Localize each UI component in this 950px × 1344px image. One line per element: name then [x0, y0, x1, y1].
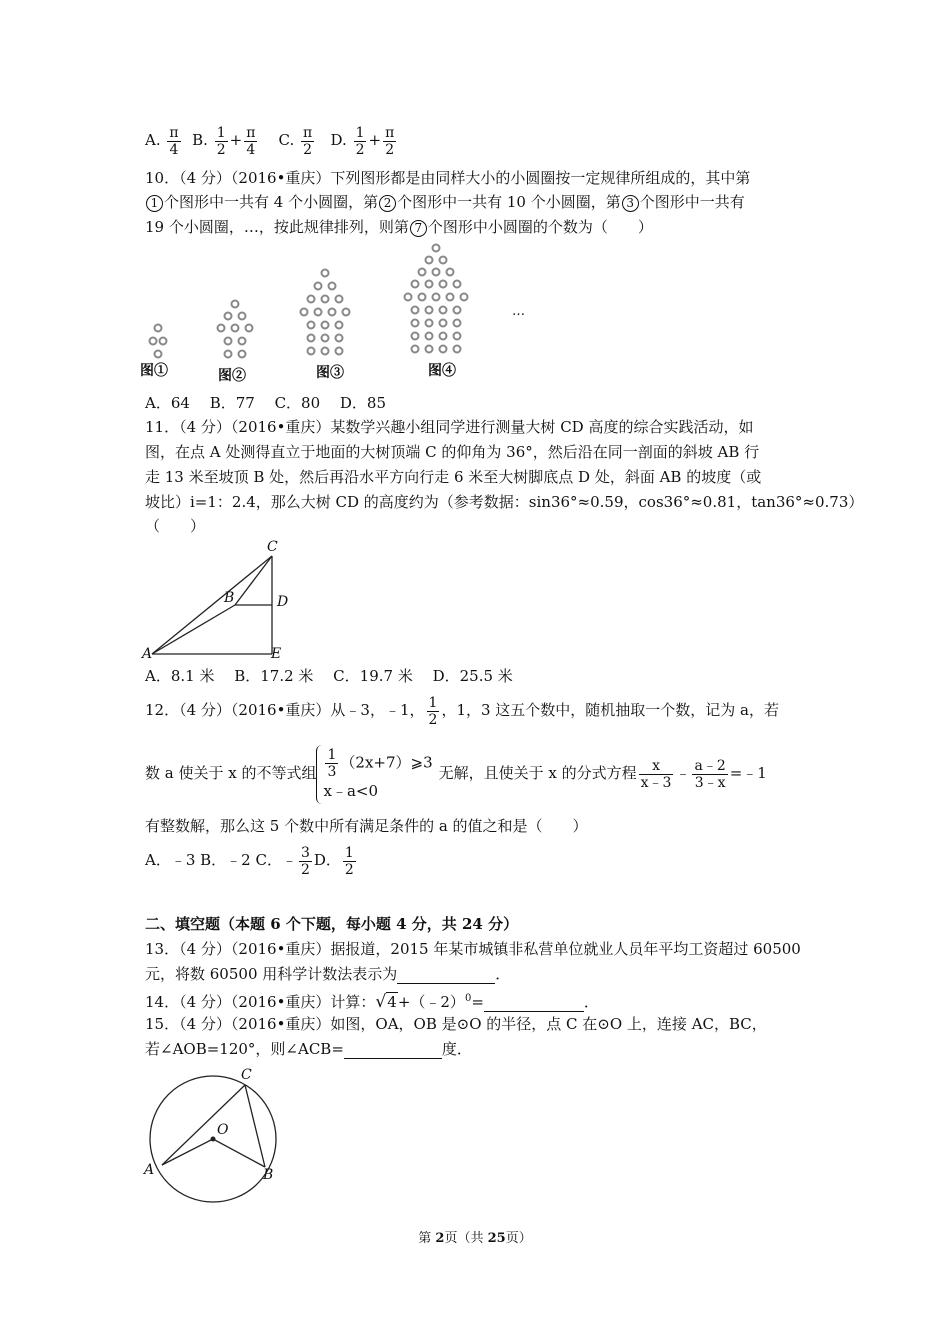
fraction: $\frac{1}{2}$: [216, 124, 226, 158]
circled-number: 1: [146, 195, 163, 212]
q13-line1: 13．（4 分）（2016•重庆）据报道，2015 年某市城镇非私营单位就业人员年平均工资超过 60500: [145, 940, 801, 958]
q11-choices: A．8.1 米 B．17.2 米 C．19.7 米 D．25.5 米: [145, 667, 513, 685]
q13-line2: 元，将数 60500 用科学计数法表示为 ．: [145, 965, 511, 983]
circle-geometry-svg: [140, 1065, 290, 1210]
q9-choices: A. $\frac{\pi}{4}$ B. $\frac{1}{2}$ + $\frac{\pi}{4}$ C. $\frac{\pi}{2}$ D. $\frac{1}{2}$ + $\frac{\pi}{2}$: [145, 124, 395, 158]
pattern-4: [405, 245, 468, 353]
q12-line1: 12．（4 分）（2016•重庆）从﹣3，﹣1， $\frac{1}{2}$ ，1，3 这五个数中，随机抽取一个数，记为 a，若: [145, 694, 780, 728]
point-label: B: [224, 590, 235, 606]
fraction: $\frac{\pi}{4}$: [169, 124, 179, 158]
point-label: A: [142, 646, 153, 662]
q11-line2: 图，在点 A 处测得直立于地面的大树顶端 C 的仰角为 36°，然后沿在同一剖面的斜坡 AB 行: [145, 443, 760, 461]
circled-number: 2: [379, 195, 396, 212]
fraction: $\frac{1}{2}$: [355, 124, 365, 158]
circled-number: 3: [622, 195, 639, 212]
q11-line1: 11．（4 分）（2016•重庆）某数学兴趣小组同学进行测量大树 CD 高度的综合实践活动，如: [145, 418, 754, 436]
fraction: $\frac{\pi}{4}$: [246, 124, 256, 158]
figure-label: 图①: [140, 363, 168, 379]
q11-line4: 坡比）i=1：2.4，那么大树 CD 的高度约为（参考数据：sin36°≈0.59，cos36°≈0.81，tan36°≈0.73）: [145, 493, 864, 511]
fraction: $\frac{\pi}{2}$: [385, 124, 395, 158]
figure-label: 图②: [218, 368, 246, 384]
point-label: E: [271, 646, 282, 662]
point-label: C: [267, 539, 278, 555]
q14-line: 14．（4 分）（2016•重庆）计算：√4+（﹣2）$^0$= ．: [145, 992, 599, 1012]
page-footer: 第 2页（共 25页）: [418, 1231, 532, 1246]
fraction: $\frac{x}{x﹣3}$: [640, 757, 672, 791]
point-label: C: [241, 1067, 252, 1083]
q10-line2: 1 个图形中一共有 4 个小圆圈，第 2 个图形中一共有 10 个小圆圈，第 3 个图形中一共有: [145, 192, 815, 212]
fraction: $\frac{a﹣2}{3﹣x}$: [694, 757, 726, 791]
ellipsis: …: [512, 304, 525, 319]
geometry-svg: [140, 538, 300, 663]
q12-line3: 有整数解，那么这 5 个数中所有满足条件的 a 的值之和是（ ）: [145, 817, 588, 835]
figure-label: 图③: [316, 365, 344, 381]
figure-label: 图④: [428, 363, 456, 379]
point-label: O: [217, 1122, 229, 1138]
circled-number: 7: [410, 220, 427, 237]
pattern-1: [150, 325, 167, 358]
section-heading: 二、填空题（本题 6 个下题，每小题 4 分，共 24 分）: [145, 915, 519, 933]
q10-choices: A．64 B．77 C．80 D．85: [145, 394, 387, 412]
sqrt-symbol: √: [375, 992, 387, 1012]
point-label: B: [263, 1167, 274, 1183]
fraction: $\frac{\pi}{2}$: [303, 124, 313, 158]
pattern-3: [301, 270, 350, 355]
point-label: D: [277, 594, 289, 610]
fraction: $\frac{1}{2}$: [344, 844, 354, 878]
inequality-system: $\frac{1}{3}$ （2x+7）⩾3 x﹣a<0: [316, 745, 438, 804]
q15-circle-figure: [140, 1065, 290, 1210]
q10-line1: 10．（4 分）（2016•重庆）下列图形都是由同样大小的小圆圈按一定规律所组成的，其中第: [145, 169, 751, 187]
q11-slope-tree-figure: [140, 538, 300, 663]
circle-pattern-svg: [140, 240, 560, 385]
fraction: $\frac{3}{2}$: [300, 844, 310, 878]
fraction: $\frac{1}{2}$: [428, 694, 438, 728]
q15-line1: 15．（4 分）（2016•重庆）如图，OA，OB 是⊙O 的半径，点 C 在⊙O 上，连接 AC，BC，: [145, 1015, 767, 1033]
answer-blank[interactable]: [344, 1044, 442, 1059]
pattern-2: [218, 301, 253, 358]
q15-line2: 若∠AOB=120°，则∠ACB= 度．: [145, 1040, 472, 1058]
q10-line3: 19 个小圆圈，…，按此规律排列，则第 7 个图形中小圆圈的个数为（ ）: [145, 218, 653, 236]
q12-line2: 数 a 使关于 x 的不等式组 $\frac{1}{3}$ （2x+7）⩾3 x﹣a<0 无解，且使关于 x 的分式方程 $\frac{x}{x﹣3}$ ﹣ $\frac{a﹣2}{3﹣x}$ =﹣1: [145, 742, 815, 804]
answer-blank[interactable]: [397, 969, 495, 984]
point-label: A: [144, 1162, 155, 1178]
q10-circle-pattern-figure: [140, 240, 560, 385]
q11-line5: （ ）: [145, 517, 206, 535]
q12-choices: A．﹣3 B．﹣2 C．﹣ $\frac{3}{2}$ D． $\frac{1}{2}$: [145, 844, 354, 878]
q11-line3: 走 13 米至坡顶 B 处，然后再沿水平方向行走 6 米至大树脚底点 D 处，斜面 AB 的坡度（或: [145, 468, 762, 486]
answer-blank[interactable]: [484, 997, 584, 1012]
